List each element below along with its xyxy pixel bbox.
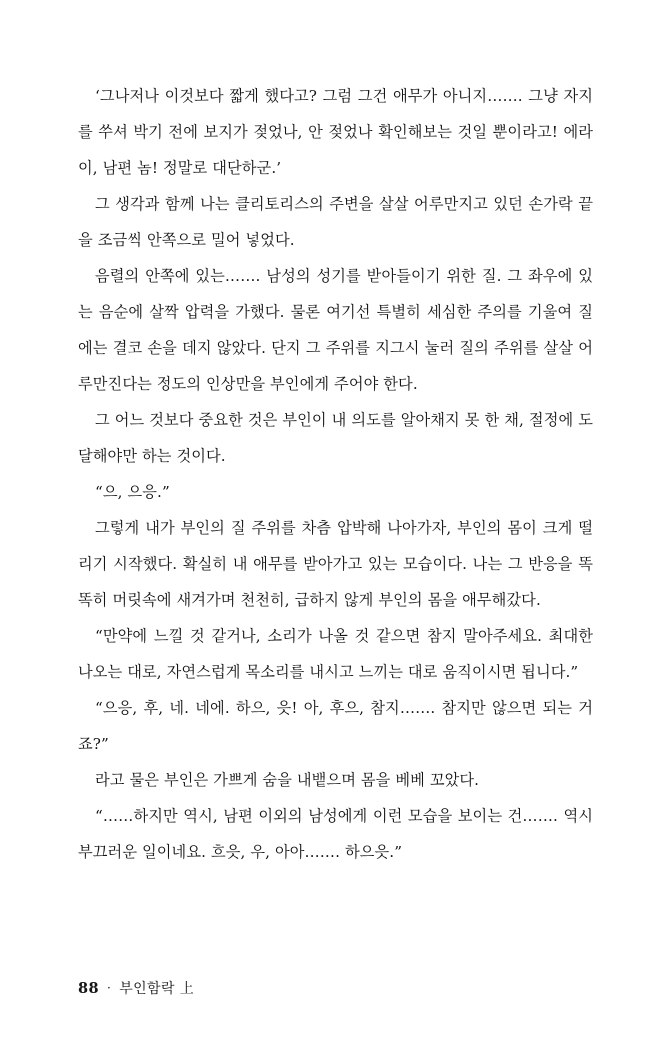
paragraph: 그 생각과 함께 나는 클리토리스의 주변을 살살 어루만지고 있던 손가락 끝을 조금씩 안쪽으로 밀어 넣었다. bbox=[78, 195, 593, 249]
paragraph: 라고 물은 부인은 가쁘게 숨을 내뱉으며 몸을 베베 꼬았다. bbox=[95, 771, 480, 789]
paragraph: “만약에 느낄 것 같거나, 소리가 나올 것 같으면 참지 말아주세요. 최대한 나오는 대로, 자연스럽게 목소리를 내시고 느끼는 대로 움직이시면 됩니다.” bbox=[78, 627, 593, 681]
page-footer bbox=[78, 978, 194, 998]
page-body bbox=[78, 78, 593, 870]
paragraph: 그렇게 내가 부인의 질 주위를 차츰 압박해 나아가자, 부인의 몸이 크게 떨리기 시작했다. 확실히 내 애무를 받아가고 있는 모습이다. 나는 그 반응을 똑똑히 머릿속에 새겨가며 천천히, 급하지 않게 부인의 몸을 애무해갔다. bbox=[78, 519, 593, 609]
paragraph: “으응, 후, 네. 네에. 하으, 읏! 아, 후으, 참지……. 참지만 않으면 되는 거죠?” bbox=[78, 699, 593, 753]
paragraph: 그 어느 것보다 중요한 것은 부인이 내 의도를 알아채지 못 한 채, 절정에 도달해야만 하는 것이다. bbox=[78, 411, 593, 465]
footer-separator: · bbox=[106, 981, 112, 995]
book-title: 부인함락 上 bbox=[119, 981, 195, 997]
paragraph: 음렬의 안쪽에 있는……. 남성의 성기를 받아들이기 위한 질. 그 좌우에 있는 음순에 살짝 압력을 가했다. 물론 여기선 특별히 세심한 주의를 기울여 질에는 결코 손을 데지 않았다. 단지 그 주위를 지그시 눌러 질의 주위를 살살 어루만진다는 정도의 인상만을 부인에게 주어야 한다. bbox=[78, 267, 593, 393]
paragraph: “……하지만 역시, 남편 이외의 남성에게 이런 모습을 보이는 건……. 역시 부끄러운 일이네요. 흐읏, 우, 아아……. 하으읏.” bbox=[78, 807, 593, 861]
paragraph: ‘그나저나 이것보다 짧게 했다고? 그럼 그건 애무가 아니지……. 그냥 자지를 쑤셔 박기 전에 보지가 젖었나, 안 젖었나 확인해보는 것일 뿐이라고! 에라이, 남편 놈! 정말로 대단하군.’ bbox=[78, 87, 593, 177]
page-number: 88 bbox=[78, 980, 99, 997]
paragraph: “으, 으응.” bbox=[95, 483, 170, 501]
